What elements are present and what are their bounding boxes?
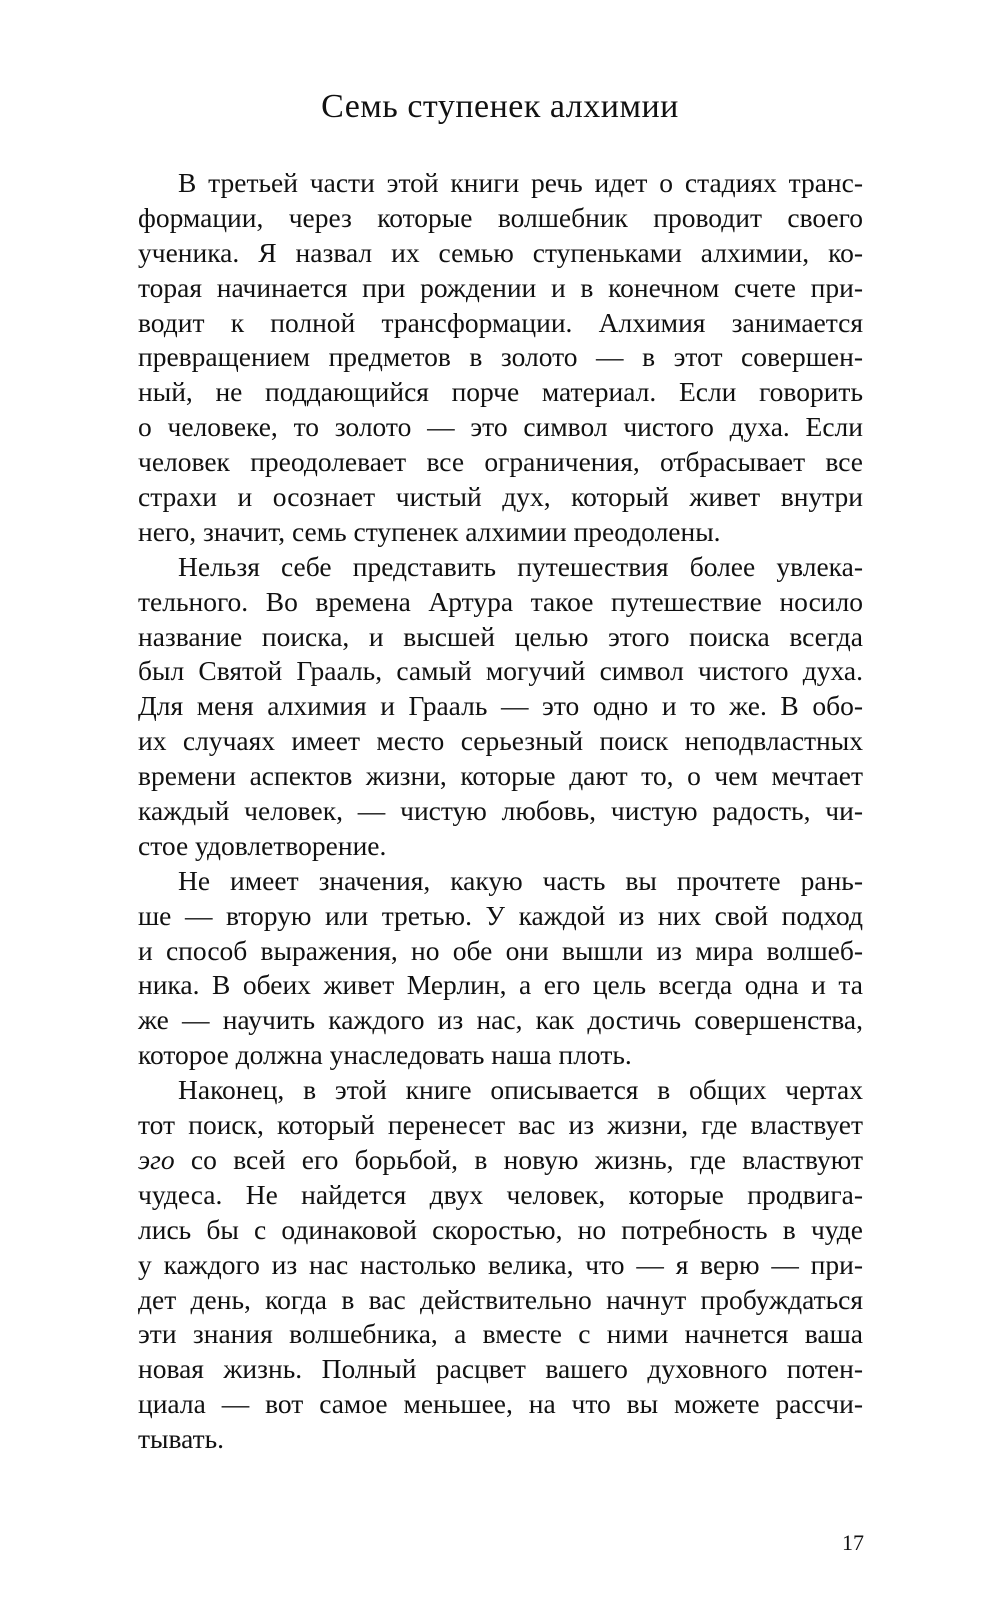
text-line: Нельзя себе представить путешествия более увлека- (178, 550, 863, 582)
text-line: был Святой Грааль, самый могучий символ чистого духа. (138, 655, 863, 687)
text-line: Не имеет значения, какую часть вы прочтете рань- (178, 864, 863, 896)
text-line: Наконец, в этой книге описывается в общих чертах (178, 1074, 863, 1106)
text-line: каждый человек, — чистую любовь, чистую радость, чи- (138, 795, 863, 827)
text-line: название поиска, и высшей целью этого поиска всегда (138, 620, 863, 652)
text-line: же — научить каждого из нас, как достичь совершенства, (138, 1004, 863, 1036)
text-line: их случаях имеет место серьезный поиск неподвластных (138, 725, 863, 757)
text-line: новая жизнь. Полный расцвет вашего духовного потен- (138, 1353, 863, 1385)
text-line: тельного. Во времена Артура такое путешествие носило (138, 585, 863, 617)
text-line: и способ выражения, но обе они вышли из мира волшеб- (138, 934, 863, 966)
text-line: чудеса. Не найдется двух человек, которые продвига- (138, 1178, 863, 1210)
text-fragment: со всей его борьбой, в новую жизнь, где властвуют (174, 1143, 863, 1175)
text-line: человек преодолевает все ограничения, отбрасывает все (138, 446, 863, 478)
text-line: ученика. Я назвал их семью ступеньками алхимии, ко- (138, 236, 863, 268)
text-line: превращением предметов в золото — в этот совершен- (138, 341, 863, 373)
text-line: лись бы с одинаковой скоростью, но потребность в чуде (138, 1213, 863, 1245)
text-line: времени аспектов жизни, которые дают то, о чем мечтает (138, 760, 863, 792)
text-line: него, значит, семь ступенек алхимии преодолены. (138, 515, 721, 547)
page-number: 17 (842, 1530, 864, 1555)
paragraph-2 (138, 550, 863, 864)
text-line: ный, не поддающийся порче материал. Если говорить (138, 376, 863, 408)
paragraph-1 (138, 166, 863, 550)
text-line: В третьей части этой книги речь идет о стадиях транс- (178, 167, 863, 198)
text-line: которое должна унаследовать наша плоть. (138, 1039, 632, 1071)
text-line: стое удовлетворение. (138, 829, 387, 861)
text-line: у каждого из нас настолько велика, что — я верю — при- (138, 1248, 863, 1280)
text-line: страхи и осознает чистый дух, который живет внутри (138, 481, 863, 513)
paragraph-4 (138, 1073, 863, 1457)
paragraph-3 (138, 864, 863, 1073)
italic-word: эго (138, 1143, 175, 1175)
text-line: о человеке, то золото — это символ чистого духа. Если (138, 411, 863, 443)
text-line: циала — вот самое меньшее, на что вы можете рассчи- (138, 1388, 863, 1420)
text-line: водит к полной трансформации. Алхимия занимается (138, 306, 863, 338)
text-line: ше — вторую или третью. У каждой из них свой подход (138, 899, 863, 931)
text-line: тот поиск, который перенесет вас из жизни, где властвует (138, 1109, 863, 1141)
chapter-heading: Семь ступенек алхимии (321, 88, 679, 125)
text-line: Для меня алхимия и Грааль — это одно и то же. В обо- (138, 690, 863, 722)
body-text (138, 166, 863, 1457)
text-line: торая начинается при рождении и в конечном счете при- (138, 271, 863, 303)
text-line: формации, через которые волшебник проводит своего (138, 201, 863, 233)
text-line: дет день, когда в вас действительно начнут пробуждаться (138, 1283, 863, 1315)
text-line: ника. В обеих живет Мерлин, а его цель всегда одна и та (138, 969, 863, 1001)
text-line: тывать. (138, 1423, 225, 1455)
text-line-with-italic (138, 1143, 863, 1178)
text-line: эти знания волшебника, а вместе с ними начнется ваша (138, 1318, 863, 1350)
